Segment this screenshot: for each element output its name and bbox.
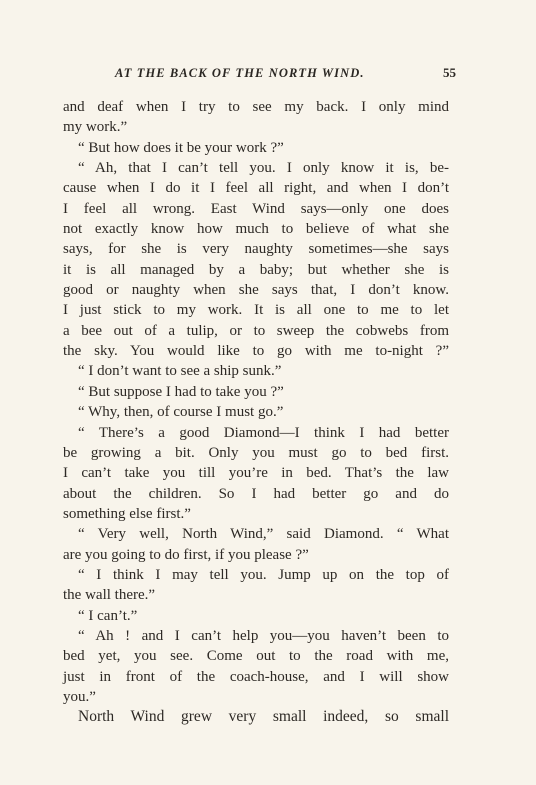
text-line: are you going to do first, if you please ?” (63, 546, 309, 563)
text-line: “ I think I may tell you. Jump up on the top of (78, 566, 449, 583)
text-line: “ Why, then, of course I must go.” (78, 404, 284, 421)
running-title: AT THE BACK OF THE NORTH WIND. (115, 65, 365, 80)
text-line: be growing a bit. Only you must go to bed first. (63, 444, 449, 461)
text-line: something else first.” (63, 505, 191, 522)
text-line: “ I can’t.” (78, 607, 138, 624)
text-line: I just stick to my work. It is all one to me to let (63, 302, 449, 319)
text-line: “ Very well, North Wind,” said Diamond. “ What (78, 526, 449, 543)
text-line: the wall there.” (63, 587, 156, 604)
text-line: not exactly know how much to believe of what she (63, 221, 449, 238)
text-line: “ But how does it be your work ?” (78, 139, 284, 156)
text-line: cause when I do it I feel all right, and when I don’t (63, 180, 449, 197)
running-header (63, 62, 456, 84)
body-text (63, 97, 449, 728)
text-line: my work.” (63, 119, 128, 136)
text-line: you.” (63, 688, 96, 705)
text-line: a bee out of a tulip, or to sweep the cobwebs from (63, 322, 449, 339)
text-line: bed yet, you see. Come out to the road with me, (63, 648, 449, 665)
text-line: I can’t take you till you’re in bed. That’s the law (63, 465, 449, 482)
text-line: “ Ah, that I can’t tell you. I only know it is, be- (78, 160, 449, 177)
text-line: just in front of the coach-house, and I will show (63, 668, 449, 685)
text-line: “ I don’t want to see a ship sunk.” (78, 363, 282, 380)
text-line: I feel all wrong. East Wind says—only one does (63, 200, 449, 217)
text-line: it is all managed by a baby; but whether she is (63, 261, 449, 278)
text-line: says, for she is very naughty sometimes—she says (63, 241, 449, 258)
text-line: North Wind grew very small indeed, so small (78, 708, 449, 726)
text-line: “ There’s a good Diamond—I think I had better (78, 424, 449, 441)
text-line: about the children. So I had better go and do (63, 485, 449, 502)
text-line: “ But suppose I had to take you ?” (78, 383, 284, 400)
text-line: good or naughty when she says that, I don’t know. (63, 282, 449, 299)
text-line: “ Ah ! and I can’t help you—you haven’t been to (78, 627, 449, 644)
text-line: and deaf when I try to see my back. I only mind (63, 99, 449, 115)
page-number: 55 (443, 65, 456, 80)
text-line: the sky. You would like to go with me to-night ?” (63, 343, 449, 360)
